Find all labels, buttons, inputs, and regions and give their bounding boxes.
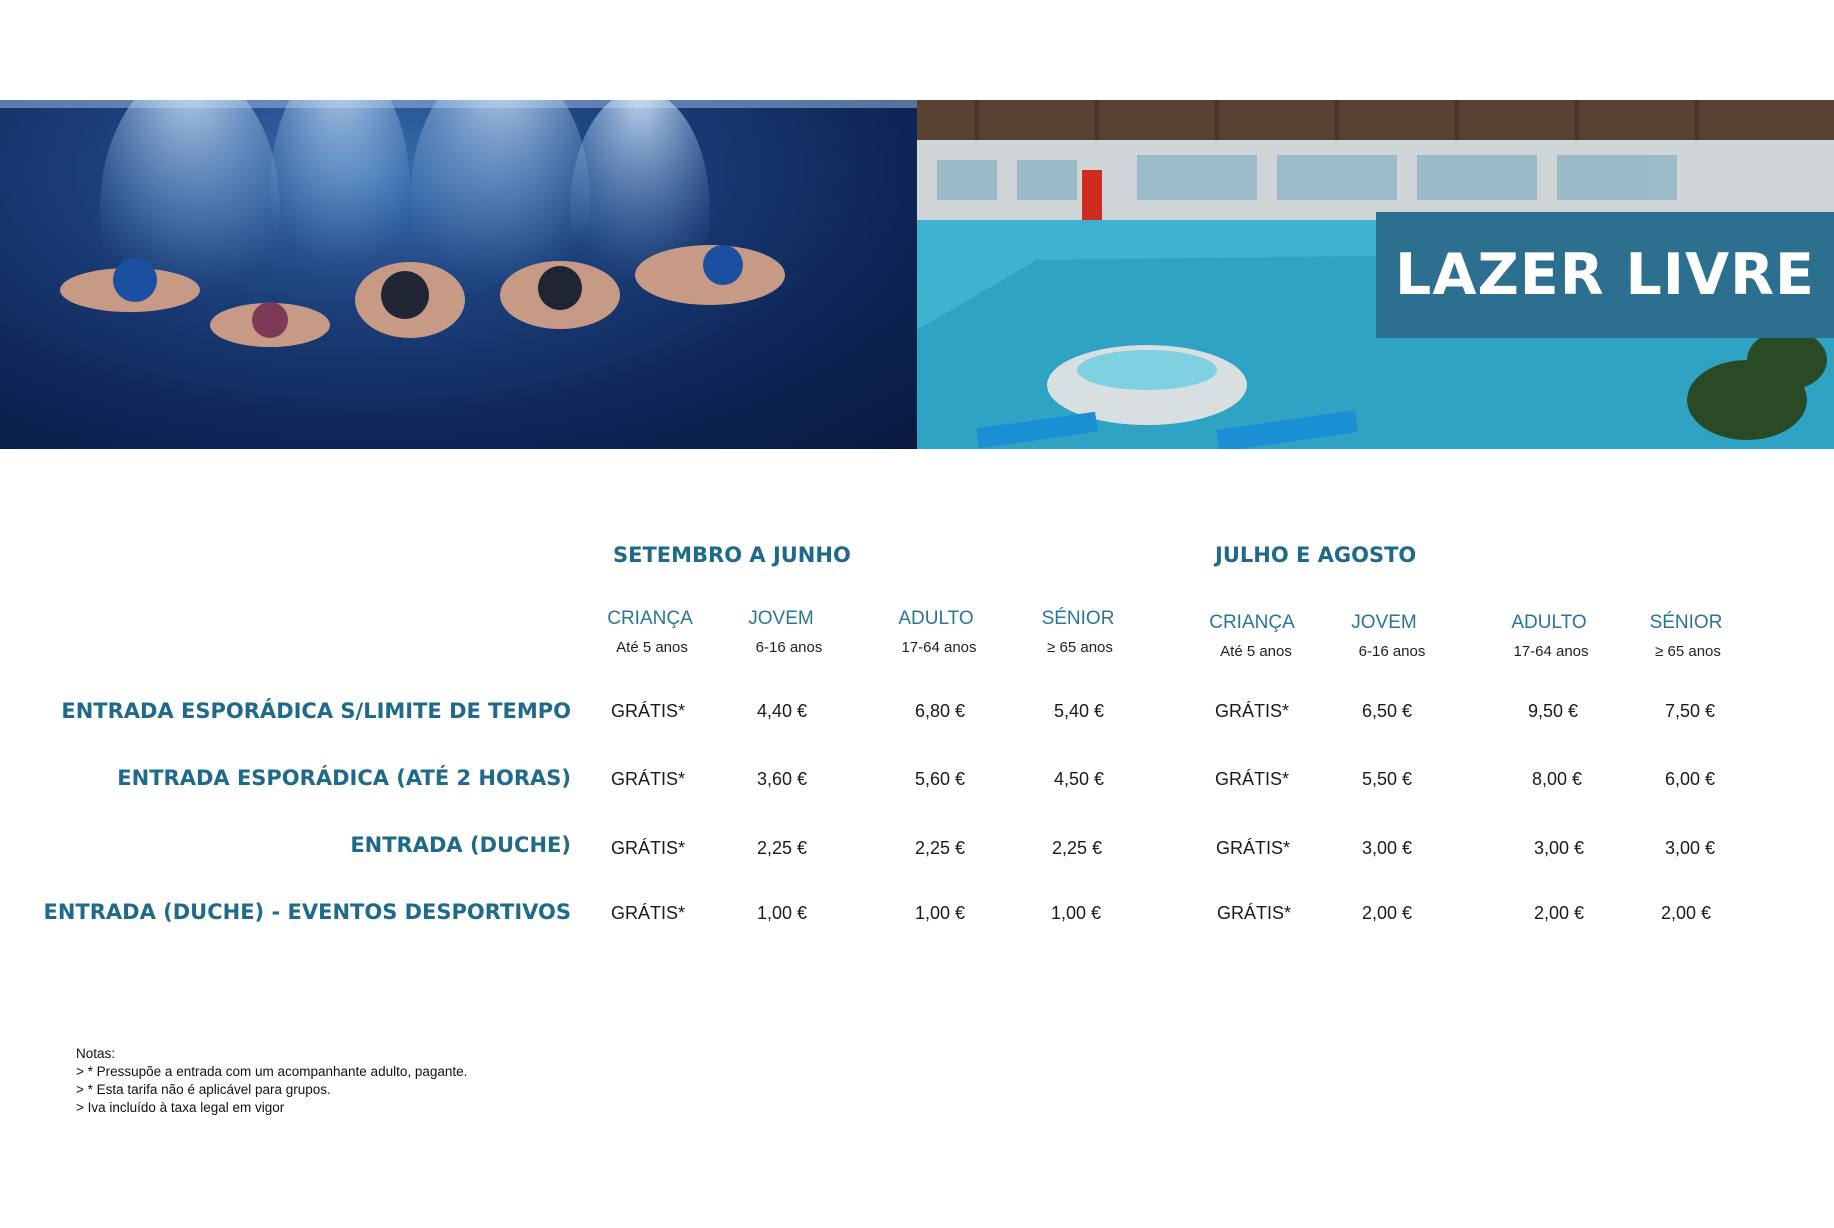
price-cell: GRÁTIS*	[1215, 838, 1291, 858]
price-cell: 1,00 €	[756, 903, 808, 923]
category-senior: SÉNIOR	[1649, 612, 1723, 633]
category-senior: SÉNIOR	[1041, 608, 1115, 629]
price-cell: GRÁTIS*	[610, 769, 686, 789]
price-cell: GRÁTIS*	[1216, 903, 1292, 923]
age-jovem: 6-16 anos	[755, 639, 823, 656]
price-cell: 7,50 €	[1664, 701, 1716, 721]
price-cell: 2,00 €	[1533, 903, 1585, 923]
note-line: > Iva incluído à taxa legal em vigor	[76, 1100, 285, 1115]
price-cell: 3,00 €	[1533, 838, 1585, 858]
notes-block	[76, 1045, 467, 1117]
price-cell: GRÁTIS*	[1214, 701, 1290, 721]
row-label-eventos: ENTRADA (DUCHE) - EVENTOS DESPORTIVOS	[43, 900, 571, 924]
price-cell: GRÁTIS*	[610, 701, 686, 721]
price-cell: 9,50 €	[1527, 701, 1579, 721]
age-crianca: Até 5 anos	[616, 639, 688, 656]
price-cell: 2,25 €	[756, 838, 808, 858]
age-jovem: 6-16 anos	[1358, 643, 1426, 660]
age-senior: ≥ 65 anos	[1655, 643, 1721, 660]
price-cell: GRÁTIS*	[610, 838, 686, 858]
price-cell: 8,00 €	[1531, 769, 1583, 789]
age-adulto: 17-64 anos	[1513, 643, 1589, 660]
category-crianca: CRIANÇA	[1209, 612, 1295, 633]
age-adulto: 17-64 anos	[901, 639, 977, 656]
swimmers-photo	[0, 100, 917, 449]
page-title: LAZER LIVRE	[1395, 242, 1815, 308]
price-cell: 3,00 €	[1664, 838, 1716, 858]
price-cell: 2,00 €	[1660, 903, 1712, 923]
price-cell: 4,50 €	[1053, 769, 1105, 789]
price-cell: 2,00 €	[1361, 903, 1413, 923]
price-cell: 5,60 €	[914, 769, 966, 789]
swimmers-illustration	[0, 100, 917, 449]
category-crianca: CRIANÇA	[607, 608, 693, 629]
price-cell: 6,00 €	[1664, 769, 1716, 789]
title-badge	[1376, 212, 1834, 338]
note-line: > * Esta tarifa não é aplicável para grupos.	[76, 1082, 331, 1097]
price-cell: 3,60 €	[756, 769, 808, 789]
note-line: > * Pressupõe a entrada com um acompanhante adulto, pagante.	[76, 1064, 468, 1079]
age-senior: ≥ 65 anos	[1047, 639, 1113, 656]
notes-title: Notas:	[76, 1046, 116, 1061]
category-jovem: JOVEM	[1351, 612, 1417, 633]
row-label-duche: ENTRADA (DUCHE)	[350, 833, 571, 857]
category-jovem: JOVEM	[748, 608, 814, 629]
price-cell: 1,00 €	[914, 903, 966, 923]
price-cell: 5,40 €	[1053, 701, 1105, 721]
category-adulto: ADULTO	[1511, 612, 1587, 633]
hero-banner	[0, 100, 1834, 449]
season-title-jul-ago: JULHO E AGOSTO	[1215, 543, 1417, 567]
price-cell: 4,40 €	[756, 701, 808, 721]
price-cell: 1,00 €	[1050, 903, 1102, 923]
row-label-ate-2-horas: ENTRADA ESPORÁDICA (ATÉ 2 HORAS)	[117, 766, 571, 790]
row-label-sem-limite: ENTRADA ESPORÁDICA S/LIMITE DE TEMPO	[61, 699, 571, 723]
price-cell: GRÁTIS*	[1214, 769, 1290, 789]
price-cell: 6,50 €	[1361, 701, 1413, 721]
season-title-set-jun: SETEMBRO A JUNHO	[613, 543, 851, 567]
age-crianca: Até 5 anos	[1220, 643, 1292, 660]
category-adulto: ADULTO	[898, 608, 974, 629]
price-cell: GRÁTIS*	[610, 903, 686, 923]
price-cell: 5,50 €	[1361, 769, 1413, 789]
price-cell: 6,80 €	[914, 701, 966, 721]
price-cell: 2,25 €	[1051, 838, 1103, 858]
price-cell: 2,25 €	[914, 838, 966, 858]
price-cell: 3,00 €	[1361, 838, 1413, 858]
